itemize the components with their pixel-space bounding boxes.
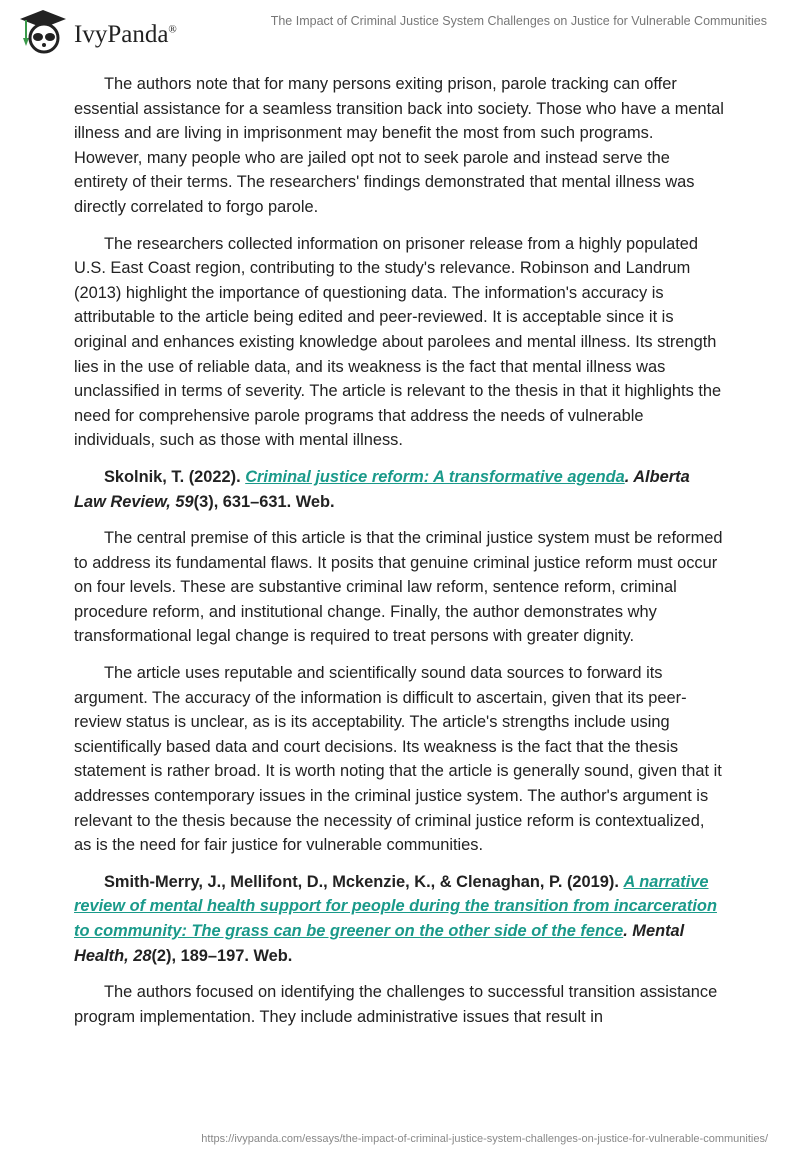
paragraph	[74, 661, 726, 858]
paragraph-text: The authors focused on identifying the challenges to successful transition assistance program implementation. They include administrative issues that result in	[74, 983, 718, 1026]
registered-mark: ®	[168, 23, 177, 36]
paragraph-text: The researchers collected information on prisoner release from a highly populated U.S. East Coast region, contributing to the study's relevance. Robinson and Landrum (2013) highlight the importance of questioning data. The information's accuracy is attributable to the article being edited and peer-reviewed. It is acceptable since it is original and enhances existing knowledge about parolees and mental illness. Its strength lies in the use of reliable data, and its weakness is the fact that mental illness was unclassified in terms of severity. The article is relevant to the thesis in that it highlights the need for comprehensive parole programs that address the needs of vulnerable individuals, such as those with mental illness.	[74, 234, 722, 450]
ivypanda-logo[interactable]	[18, 8, 177, 54]
citation-journal: . Mental Health,	[74, 922, 685, 965]
citation-journal: . Alberta Law Review,	[74, 467, 690, 511]
citation-authors: Smith-Merry, J., Mellifont, D., Mckenzie, K., & Clenaghan, P. (2019).	[104, 872, 624, 891]
paragraph	[74, 526, 726, 649]
citation-link[interactable]: A narrative review of mental health support for people during the transition from incarceration to community: The grass can be greener on the other side of the fence	[74, 872, 717, 940]
brand-name: IvyPanda	[74, 21, 169, 48]
citation-rest: (2), 189–197. Web.	[151, 946, 293, 965]
page-header	[0, 0, 800, 72]
citation-rest: (3), 631–631. Web.	[193, 492, 335, 511]
panda-graduate-icon	[18, 8, 68, 54]
citation-volume: 28	[133, 946, 152, 965]
footer-url[interactable]: https://ivypanda.com/essays/the-impact-of-criminal-justice-system-challenges-on-justice-for-vulnerable-communities/	[201, 1133, 768, 1145]
citation-authors: Skolnik, T. (2022).	[104, 467, 246, 486]
citation-link[interactable]: Criminal justice reform: A transformative agenda	[245, 467, 625, 486]
paragraph-text: The central premise of this article is that the criminal justice system must be reformed to address its fundamental flaws. It posits that genuine criminal justice reform must occur on four levels. These are substantive criminal law reform, sentence reform, criminal procedure reform, and institutional change. Finally, the author demonstrates why transformational legal change is required to treat persons with greater dignity.	[74, 529, 723, 646]
paragraph	[74, 980, 726, 1029]
document-body	[0, 72, 800, 1041]
citation-volume: 59	[175, 492, 194, 511]
paragraph	[74, 232, 726, 453]
document-title: The Impact of Criminal Justice System Challenges on Justice for Vulnerable Communities	[270, 14, 767, 28]
citation	[74, 465, 726, 514]
paragraph-text: The authors note that for many persons exiting prison, parole tracking can offer essential assistance for a seamless transition back into society. Those who have a mental illness and are living in imprisonment may benefit the most from such programs. However, many people who are jailed opt not to seek parole and instead serve the entirety of their terms. The researchers' findings demonstrated that mental illness was directly correlated to forgo parole.	[74, 75, 724, 216]
citation	[74, 870, 726, 968]
paragraph-text: The article uses reputable and scientifically sound data sources to forward its argument. The accuracy of the information is difficult to ascertain, given that its peer-review status is unclear, as is its acceptability. The article's strengths include using scientifically based data and court decisions. Its weakness is the fact that the thesis statement is rather broad. It is worth noting that the article is generally sound, given that it addresses contemporary issues in the criminal justice system. The author's argument is relevant to the thesis because the necessity of criminal justice reform is contextualized, as is the need for fair justice for vulnerable communities.	[74, 664, 722, 855]
paragraph	[74, 72, 726, 220]
